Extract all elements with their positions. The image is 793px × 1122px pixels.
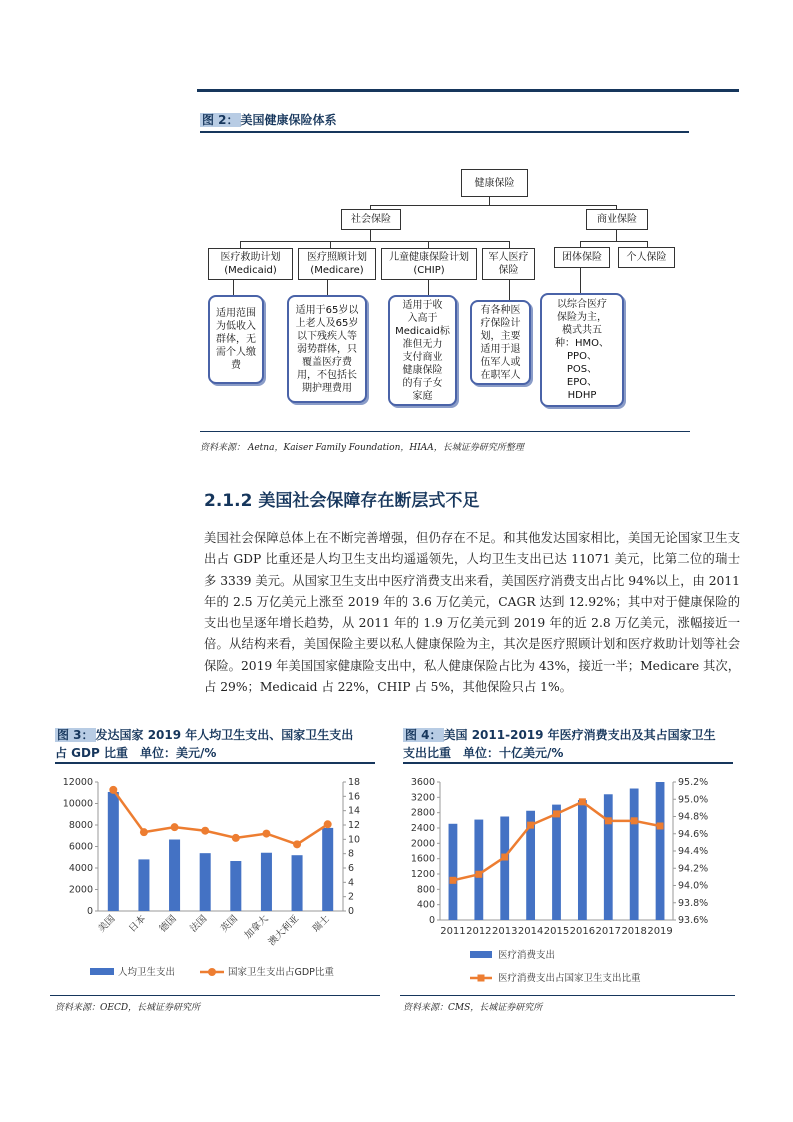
leaf-chip-desc: 适用于收 入高于 Medicaid标 准但无力 支付商业 健康保险 的有子女 家庭 bbox=[388, 295, 457, 406]
node-group-insurance: 团体保险 bbox=[554, 247, 610, 268]
y-right-tick-label: 4 bbox=[348, 877, 355, 889]
x-tick-label: 2012 bbox=[466, 926, 492, 937]
section-paragraph: 美国社会保障总体上在不断完善增强，但仍存在不足。和其他发达国家相比，美国无论国家卫生支出占 GDP 比重还是人均卫生支出均遥遥领先，人均卫生支出已达 11071 美元，比第二位的瑞士多 3339 美元。从国家卫生支出中医疗消费支出来看，美国医疗消费支出占比 94%以上，由 2011 年的 2.5 万亿美元上涨至 2019 年的 3.6 万亿美元，CAGR 达到 12.92%；其中对于健康保险的支出也呈逐年增长趋势，从 2011 年的 1.9 万亿美元到 2019 年的近 2.8 万亿美元，涨幅接近一倍。从结构来看，美国保险主要以私人健康保险为主，其次是医疗照顾计划和医疗救助计划等社会保险。2019 年美国国家健康险支出中，私人健康保险占比为 43%，接近一半；Medicare 其次，占 29%；Medicaid 占 22%，CHIP 占 5%，其他保险只占 1%。 bbox=[204, 531, 740, 695]
node-military: 军人医疗 保险 bbox=[482, 248, 535, 280]
line-point-日本 bbox=[140, 828, 148, 836]
y-left-tick-label: 800 bbox=[416, 884, 435, 896]
x-tick-label: 加拿大 bbox=[242, 913, 271, 942]
legend-bar-label: 人均卫生支出 bbox=[118, 967, 176, 978]
line-point-美国 bbox=[109, 786, 117, 794]
bar-2019 bbox=[656, 782, 665, 920]
bar-瑞士 bbox=[322, 828, 333, 911]
line-point-2014 bbox=[527, 822, 534, 829]
y-right-tick-label: 94.6% bbox=[678, 828, 709, 840]
line-point-德国 bbox=[171, 823, 179, 831]
header-rule bbox=[197, 89, 739, 92]
fig2-title bbox=[200, 111, 689, 133]
leaf-group-desc: 以综合医疗 保险为主， 模式共五 种：HMO、 PPO、 POS、 EPO、 HDHP bbox=[540, 293, 624, 407]
bar-美国 bbox=[108, 792, 119, 911]
y-right-tick-label: 8 bbox=[348, 848, 355, 860]
fig4-label: 图 4： bbox=[405, 728, 442, 742]
fig3-footer-rule bbox=[50, 995, 380, 996]
y-left-tick-label: 2000 bbox=[68, 884, 93, 896]
x-tick-label: 英国 bbox=[218, 913, 240, 935]
fig2-bottom-rule bbox=[200, 431, 690, 432]
node-commercial-insurance: 商业保险 bbox=[586, 209, 648, 230]
y-left-tick-label: 12000 bbox=[62, 777, 93, 788]
y-right-tick-label: 94.0% bbox=[678, 880, 709, 892]
line-point-法国 bbox=[201, 827, 209, 835]
y-right-tick-label: 94.8% bbox=[678, 811, 709, 823]
x-tick-label: 2013 bbox=[491, 926, 518, 937]
y-left-tick-label: 8000 bbox=[68, 820, 93, 831]
x-tick-label: 2016 bbox=[569, 926, 596, 937]
bar-加拿大 bbox=[261, 853, 272, 911]
y-right-tick-label: 2 bbox=[348, 891, 355, 903]
line-point-2019 bbox=[657, 822, 664, 829]
node-medicare: 医疗照顾计划 (Medicare) bbox=[298, 248, 376, 280]
y-right-tick-label: 94.4% bbox=[678, 846, 709, 857]
y-left-tick-label: 6000 bbox=[68, 841, 93, 853]
x-tick-label: 2017 bbox=[595, 926, 622, 937]
y-right-tick-label: 93.6% bbox=[678, 915, 709, 926]
line-point-瑞士 bbox=[324, 820, 332, 828]
x-tick-label: 2011 bbox=[440, 926, 466, 937]
bar-2012 bbox=[474, 820, 483, 920]
line-point-2013 bbox=[501, 854, 508, 861]
leaf-medicare-desc: 适用于65岁以 上老人及65岁 以下残疾人等 弱势群体，只 覆盖医疗费 用，不包括长 期护理费用 bbox=[287, 295, 367, 403]
bar-法国 bbox=[200, 853, 211, 911]
y-left-tick-label: 2800 bbox=[410, 807, 435, 819]
bar-日本 bbox=[138, 859, 149, 911]
fig4-source: 资料来源：CMS，长城证券研究所 bbox=[403, 1003, 543, 1013]
fig3-title bbox=[55, 726, 375, 764]
x-tick-label: 澳大利亚 bbox=[266, 913, 302, 949]
legend-line-marker bbox=[208, 968, 216, 976]
y-left-tick-label: 2000 bbox=[410, 838, 435, 850]
y-left-tick-label: 1600 bbox=[410, 853, 435, 865]
y-left-tick-label: 400 bbox=[416, 899, 435, 911]
y-left-tick-label: 4000 bbox=[68, 863, 93, 874]
y-right-tick-label: 95.0% bbox=[678, 794, 709, 806]
fig4-title bbox=[403, 726, 733, 764]
x-tick-label: 德国 bbox=[157, 913, 179, 935]
legend-line-label: 国家卫生支出占GDP比重 bbox=[228, 967, 334, 978]
y-right-tick-label: 18 bbox=[348, 777, 361, 788]
node-individual-insurance: 个人保险 bbox=[618, 247, 675, 268]
legend-bar-swatch bbox=[470, 951, 492, 958]
y-right-tick-label: 16 bbox=[348, 791, 361, 803]
bar-2013 bbox=[500, 817, 509, 921]
y-right-tick-label: 14 bbox=[348, 805, 361, 817]
fig3-chart bbox=[50, 770, 380, 990]
x-tick-label: 2015 bbox=[543, 926, 570, 937]
line-point-2015 bbox=[553, 810, 560, 817]
fig4-chart bbox=[400, 770, 740, 990]
section-heading: 2.1.2 美国社会保障存在断层式不足 bbox=[204, 491, 480, 511]
fig3-title-line2: 占 GDP 比重 单位：美元/% bbox=[55, 746, 217, 760]
line-point-澳大利亚 bbox=[293, 840, 301, 848]
x-tick-label: 2014 bbox=[517, 926, 544, 937]
bar-2016 bbox=[578, 800, 587, 920]
y-left-tick-label: 3600 bbox=[410, 777, 435, 788]
fig4-footer-rule bbox=[400, 995, 735, 996]
node-chip: 儿童健康保险计划 (CHIP) bbox=[381, 248, 477, 280]
fig2-title-text: 美国健康保险体系 bbox=[240, 113, 337, 127]
legend-line-label: 医疗消费支出占国家卫生支出比重 bbox=[498, 973, 641, 984]
insurance-diagram bbox=[200, 140, 690, 430]
fig3-label: 图 3： bbox=[57, 728, 94, 742]
legend-line-marker bbox=[478, 975, 485, 982]
fig2-source: 资料来源： Aetna，Kaiser Family Foundation，HIAA，长城证券研究所整理 bbox=[200, 443, 524, 453]
node-social-insurance: 社会保险 bbox=[341, 209, 401, 230]
y-right-tick-label: 10 bbox=[348, 834, 361, 846]
x-tick-label: 日本 bbox=[126, 913, 149, 935]
y-left-tick-label: 0 bbox=[86, 906, 93, 917]
y-right-tick-label: 12 bbox=[348, 820, 361, 831]
y-right-tick-label: 6 bbox=[348, 863, 355, 874]
bar-2017 bbox=[604, 794, 613, 920]
x-tick-label: 美国 bbox=[96, 913, 118, 935]
fig4-title-line1: 美国 2011-2019 年医疗消费支出及其占国家卫生 bbox=[443, 728, 716, 742]
legend-bar-label: 医疗消费支出 bbox=[498, 950, 556, 961]
fig3-source: 资料来源：OECD，长城证券研究所 bbox=[55, 1003, 201, 1013]
leaf-medicaid-desc: 适用范围 为低收入 群体，无 需个人缴 费 bbox=[208, 295, 264, 384]
line-point-2018 bbox=[631, 817, 638, 824]
line-point-2012 bbox=[475, 871, 482, 878]
bar-2018 bbox=[630, 789, 639, 920]
fig3-title-line1: 发达国家 2019 年人均卫生支出、国家卫生支出 bbox=[95, 728, 354, 742]
line-point-2011 bbox=[449, 877, 456, 884]
y-left-tick-label: 2400 bbox=[410, 823, 435, 834]
series-line bbox=[113, 790, 327, 844]
y-right-tick-label: 93.8% bbox=[678, 897, 709, 909]
bar-2015 bbox=[552, 805, 561, 920]
x-tick-label: 法国 bbox=[188, 913, 210, 935]
fig4-title-line2: 支出比重 单位：十亿美元/% bbox=[403, 746, 564, 760]
y-right-tick-label: 95.2% bbox=[678, 777, 709, 788]
y-right-tick-label: 94.2% bbox=[678, 863, 709, 875]
node-medicaid: 医疗救助计划 (Medicaid) bbox=[208, 248, 293, 280]
bar-英国 bbox=[230, 861, 241, 911]
x-tick-label: 2018 bbox=[621, 926, 647, 937]
y-left-tick-label: 3200 bbox=[410, 792, 435, 804]
line-point-英国 bbox=[232, 834, 240, 842]
line-point-2017 bbox=[605, 817, 612, 824]
y-left-tick-label: 10000 bbox=[62, 798, 93, 810]
line-point-2016 bbox=[579, 798, 586, 805]
node-health-insurance: 健康保险 bbox=[461, 169, 528, 197]
y-right-tick-label: 0 bbox=[348, 906, 355, 917]
line-point-加拿大 bbox=[262, 830, 270, 838]
leaf-military-desc: 有各种医 疗保险计 划，主要 适用于退 伍军人或 在职军人 bbox=[470, 300, 531, 385]
legend-bar-swatch bbox=[90, 968, 114, 975]
bar-德国 bbox=[169, 840, 180, 911]
y-left-tick-label: 0 bbox=[428, 915, 435, 926]
y-left-tick-label: 1200 bbox=[410, 869, 435, 880]
x-tick-label: 2019 bbox=[647, 926, 673, 937]
bar-澳大利亚 bbox=[292, 855, 303, 911]
x-tick-label: 瑞士 bbox=[310, 913, 332, 935]
fig2-label: 图 2： bbox=[202, 113, 239, 127]
bar-2011 bbox=[449, 824, 458, 920]
